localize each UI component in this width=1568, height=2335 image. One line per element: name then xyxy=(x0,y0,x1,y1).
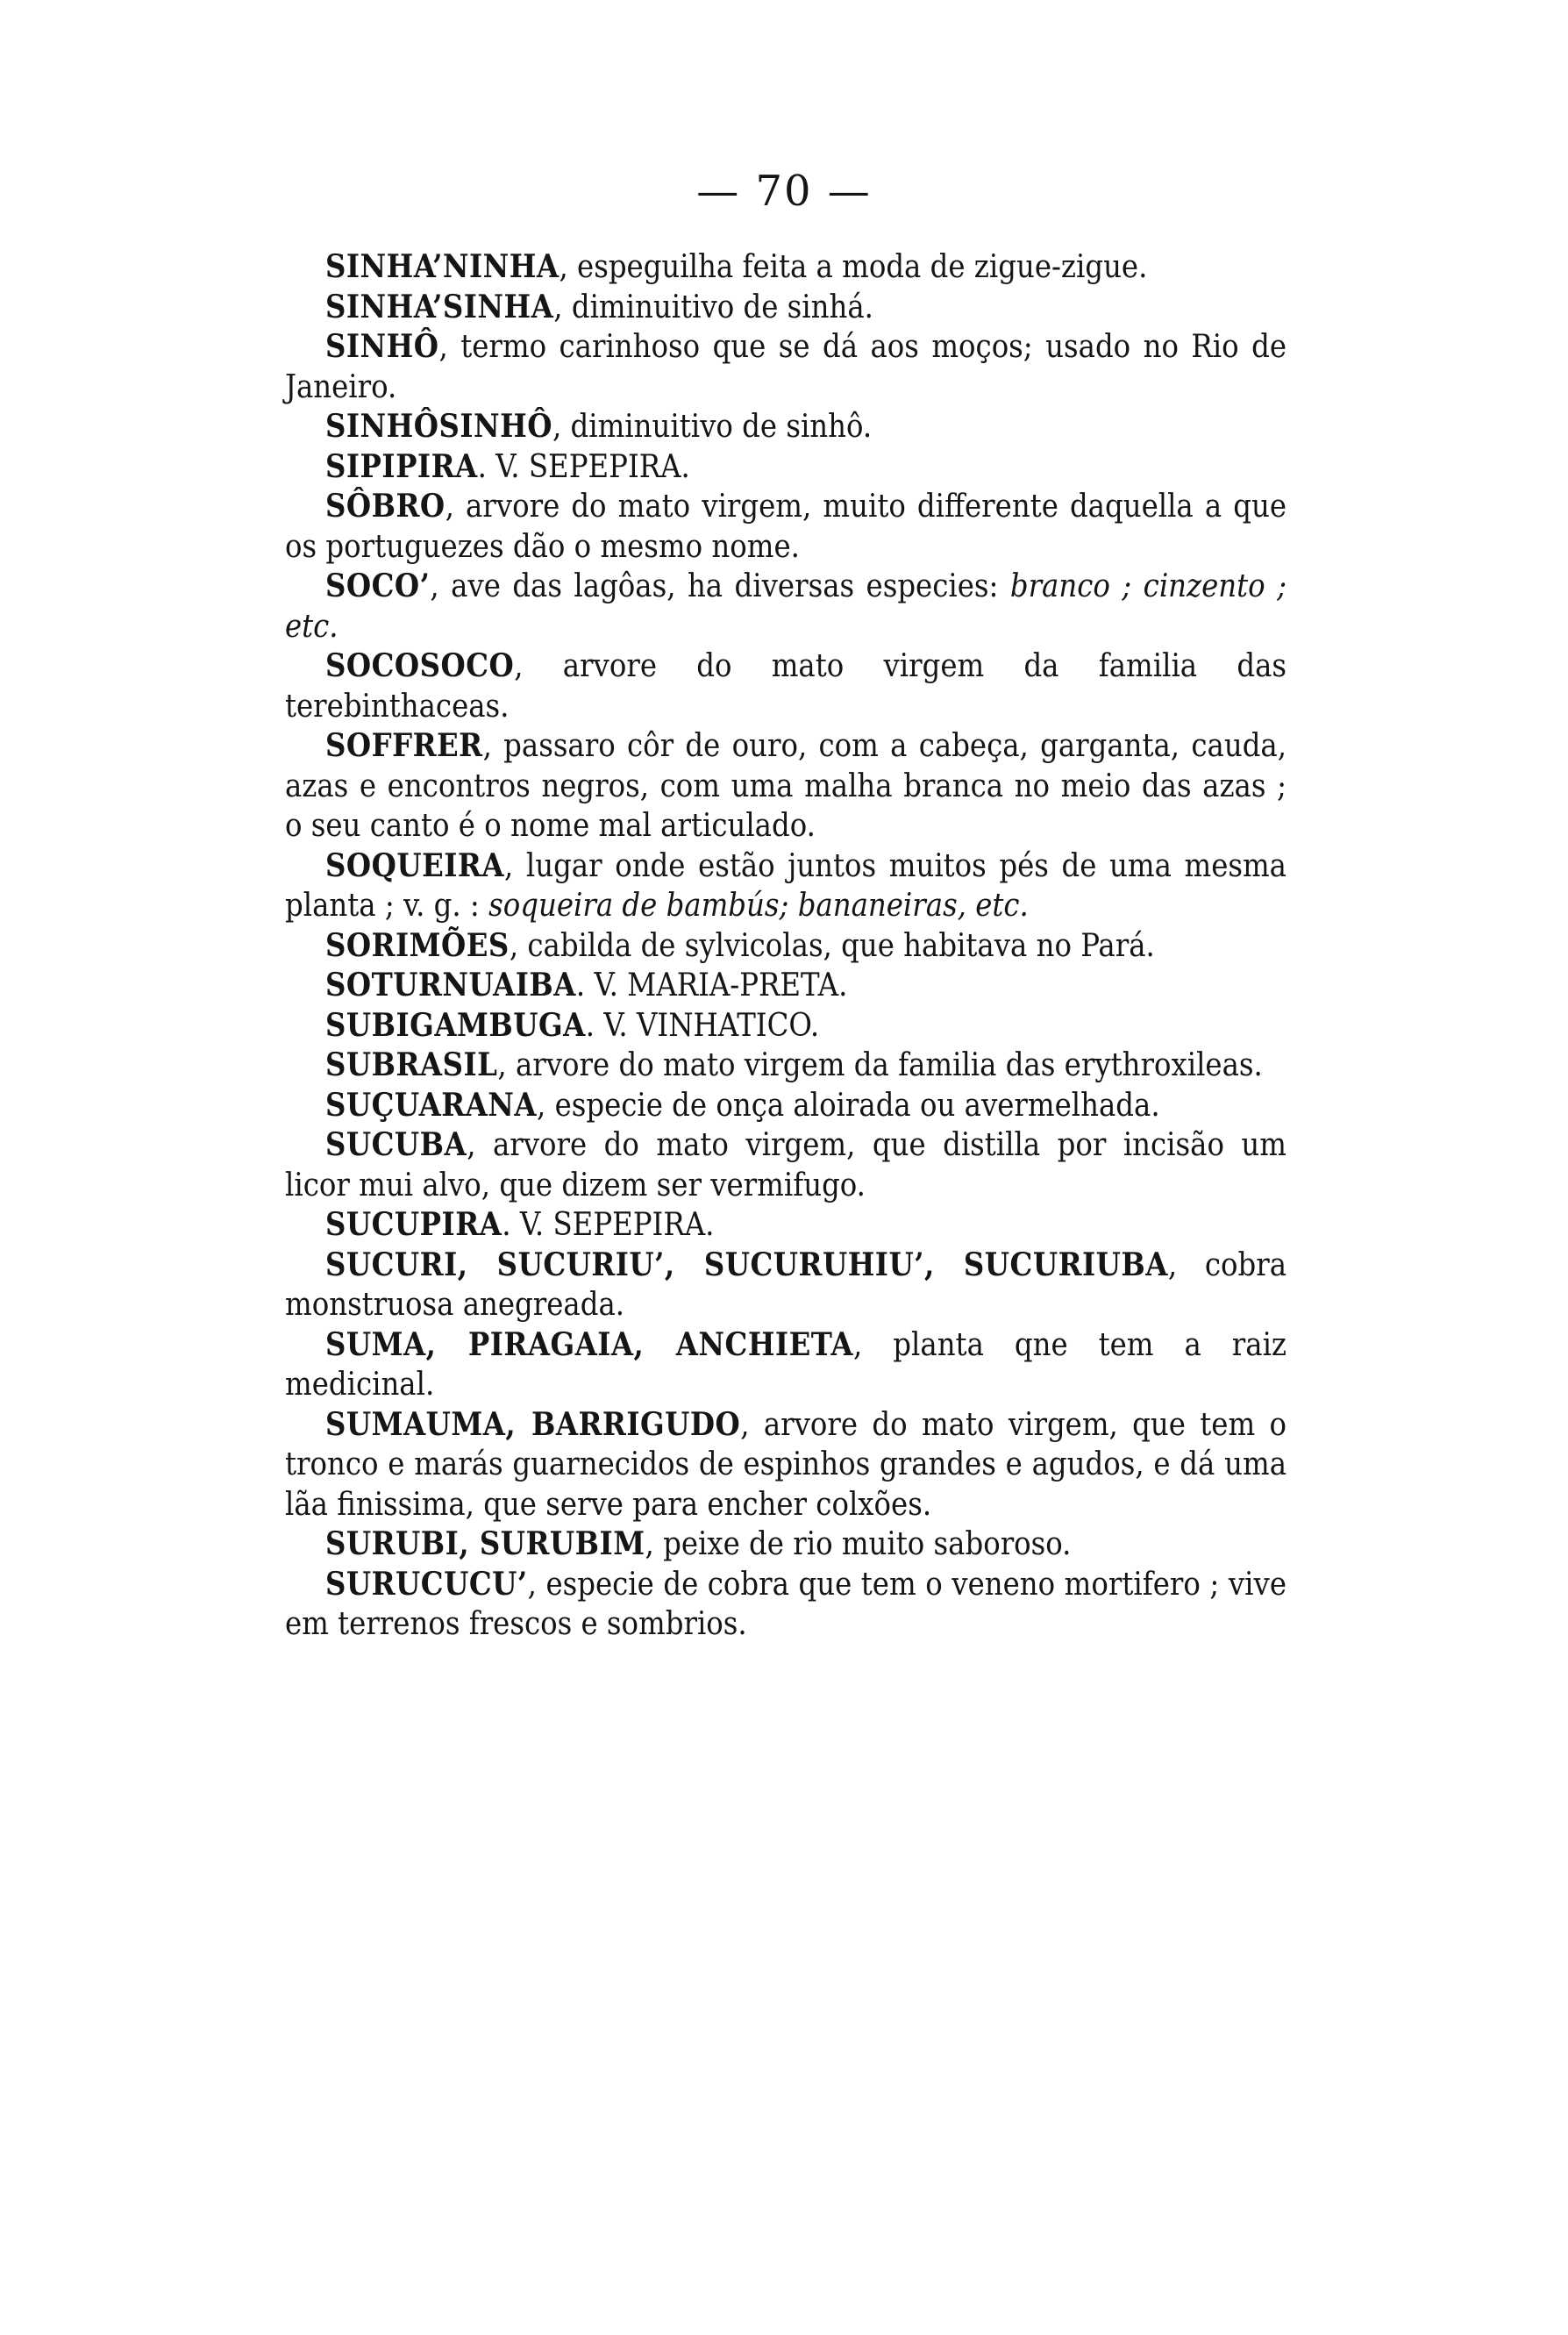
entry-soqueira xyxy=(285,846,1286,926)
entry-socosoco xyxy=(285,646,1286,726)
entry-sorimoes xyxy=(285,926,1286,967)
entry-sipipira xyxy=(285,447,1286,488)
entry-headword: SIPIPIRA xyxy=(325,447,478,485)
entry-definition: , espeguilha feita a moda de zigue-zigue. xyxy=(559,249,1148,285)
entry-sucuri xyxy=(285,1246,1286,1325)
entry-definition: . V. VINHATICO. xyxy=(585,1007,820,1044)
entry-definition: , diminuitivo de sinhô. xyxy=(552,409,873,445)
entry-headword: SUCUPIRA xyxy=(325,1206,502,1243)
entry-sobro xyxy=(285,487,1286,567)
entry-headword: SOTURNUAIBA xyxy=(325,967,576,1003)
entry-surubi xyxy=(285,1525,1286,1565)
entry-headword: SOQUEIRA xyxy=(325,846,504,884)
entry-headword: SOFFRER xyxy=(325,727,483,764)
entry-definition: , lugar onde estão juntos muitos pés de uma mesma planta ; v. g. : xyxy=(285,847,1286,924)
entry-definition: . V. SEPEPIRA. xyxy=(477,448,690,485)
entry-sucupira xyxy=(285,1205,1286,1246)
entry-definition: , cabilda de sylvicolas, que habitava no Pará. xyxy=(509,927,1155,964)
entry-headword: SINHÔSINHÔ xyxy=(325,408,552,445)
entry-soffrer xyxy=(285,726,1286,846)
entry-italic-examples: branco ; cinzento ; etc. xyxy=(285,568,1286,645)
entry-definition: , arvore do mato virgem, muito differente daquella a que os portuguezes dão o mesmo nome. xyxy=(285,489,1286,565)
entry-definition: , peixe de rio muito saboroso. xyxy=(645,1526,1072,1562)
entry-sinho xyxy=(285,327,1286,407)
entry-sinhaninha xyxy=(285,247,1286,288)
entry-soco xyxy=(285,567,1286,646)
entry-surucucu xyxy=(285,1565,1286,1645)
entry-soturnuaiba xyxy=(285,966,1286,1006)
entry-definition: , planta qne tem a raiz medicinal. xyxy=(285,1326,1286,1403)
entry-definition: , arvore do mato virgem, que distilla por incisão um licor mui alvo, que dizem ser vermifugo. xyxy=(285,1127,1286,1203)
page-number: — 70 — xyxy=(696,167,872,216)
entry-headword: SINHÔ xyxy=(325,328,439,365)
entry-definition: , ave das lagôas, ha diversas especies: xyxy=(430,568,1010,604)
entry-definition: , termo carinhoso que se dá aos moços; usado no Rio de Janeiro. xyxy=(285,329,1286,405)
entry-sinhosinho xyxy=(285,407,1286,447)
entry-definition: , especie de onça aloirada ou avermelhada. xyxy=(537,1087,1160,1124)
entry-headword: SURUBI, SURUBIM xyxy=(325,1525,645,1562)
entry-headword: SUBIGAMBUGA xyxy=(325,1006,586,1044)
entry-headword: SUCURI, SUCURIU’, SUCURUHIU’, SUCURIUBA xyxy=(325,1246,1168,1283)
entry-definition: . V. SEPEPIRA. xyxy=(502,1207,715,1243)
entry-sinhasinha xyxy=(285,288,1286,328)
entry-sumauma xyxy=(285,1405,1286,1525)
entry-definition: , arvore do mato virgem da familia das erythroxileas. xyxy=(497,1047,1263,1083)
entry-suma xyxy=(285,1325,1286,1405)
entry-definition: , arvore do mato virgem, que tem o tronco e marás guarnecidos de espinhos grandes e agudos, e dá uma lãa finissima, que serve para encher colxões. xyxy=(285,1406,1286,1523)
entry-headword: SUCUBA xyxy=(325,1126,467,1163)
entry-sucuba xyxy=(285,1125,1286,1205)
entry-headword: SINHA’SINHA xyxy=(325,288,554,325)
entry-definition: , diminuitivo de sinhá. xyxy=(553,289,873,325)
entry-definition: , cobra monstruosa anegreada. xyxy=(285,1246,1286,1323)
entry-headword: SUBRASIL xyxy=(325,1046,498,1083)
entry-headword: SURUCUCU’ xyxy=(325,1565,528,1603)
entry-headword: SUMAUMA, BARRIGUDO xyxy=(325,1405,741,1443)
entry-subrasil xyxy=(285,1046,1286,1086)
entry-definition: . V. MARIA-PRETA. xyxy=(575,968,848,1003)
entry-subigambuga xyxy=(285,1006,1286,1046)
entry-headword: SOCOSOCO xyxy=(325,647,515,684)
entry-headword: SORIMÕES xyxy=(325,926,510,964)
entry-definition: , passaro côr de ouro, com a cabeça, garganta, cauda, azas e encontros negros, com uma malha branca no meio das azas ; o seu canto é o nome mal articulado. xyxy=(285,728,1286,844)
entry-headword: SÔBRO xyxy=(325,488,445,525)
entry-headword: SUÇUARANA xyxy=(325,1086,537,1124)
entry-headword: SOCO’ xyxy=(325,568,431,604)
entry-italic-examples: soqueira de bambús; bananeiras, etc. xyxy=(488,888,1029,924)
entry-definition: , arvore do mato virgem da familia das terebinthaceas. xyxy=(285,648,1286,725)
entry-headword: SINHA’NINHA xyxy=(325,248,559,285)
entry-sucuarana xyxy=(285,1086,1286,1126)
entry-definition: , especie de cobra que tem o veneno mortifero ; vive em terrenos frescos e sombrios. xyxy=(285,1566,1286,1642)
entry-list xyxy=(285,247,1286,1645)
entry-headword: SUMA, PIRAGAIA, ANCHIETA xyxy=(325,1325,854,1363)
